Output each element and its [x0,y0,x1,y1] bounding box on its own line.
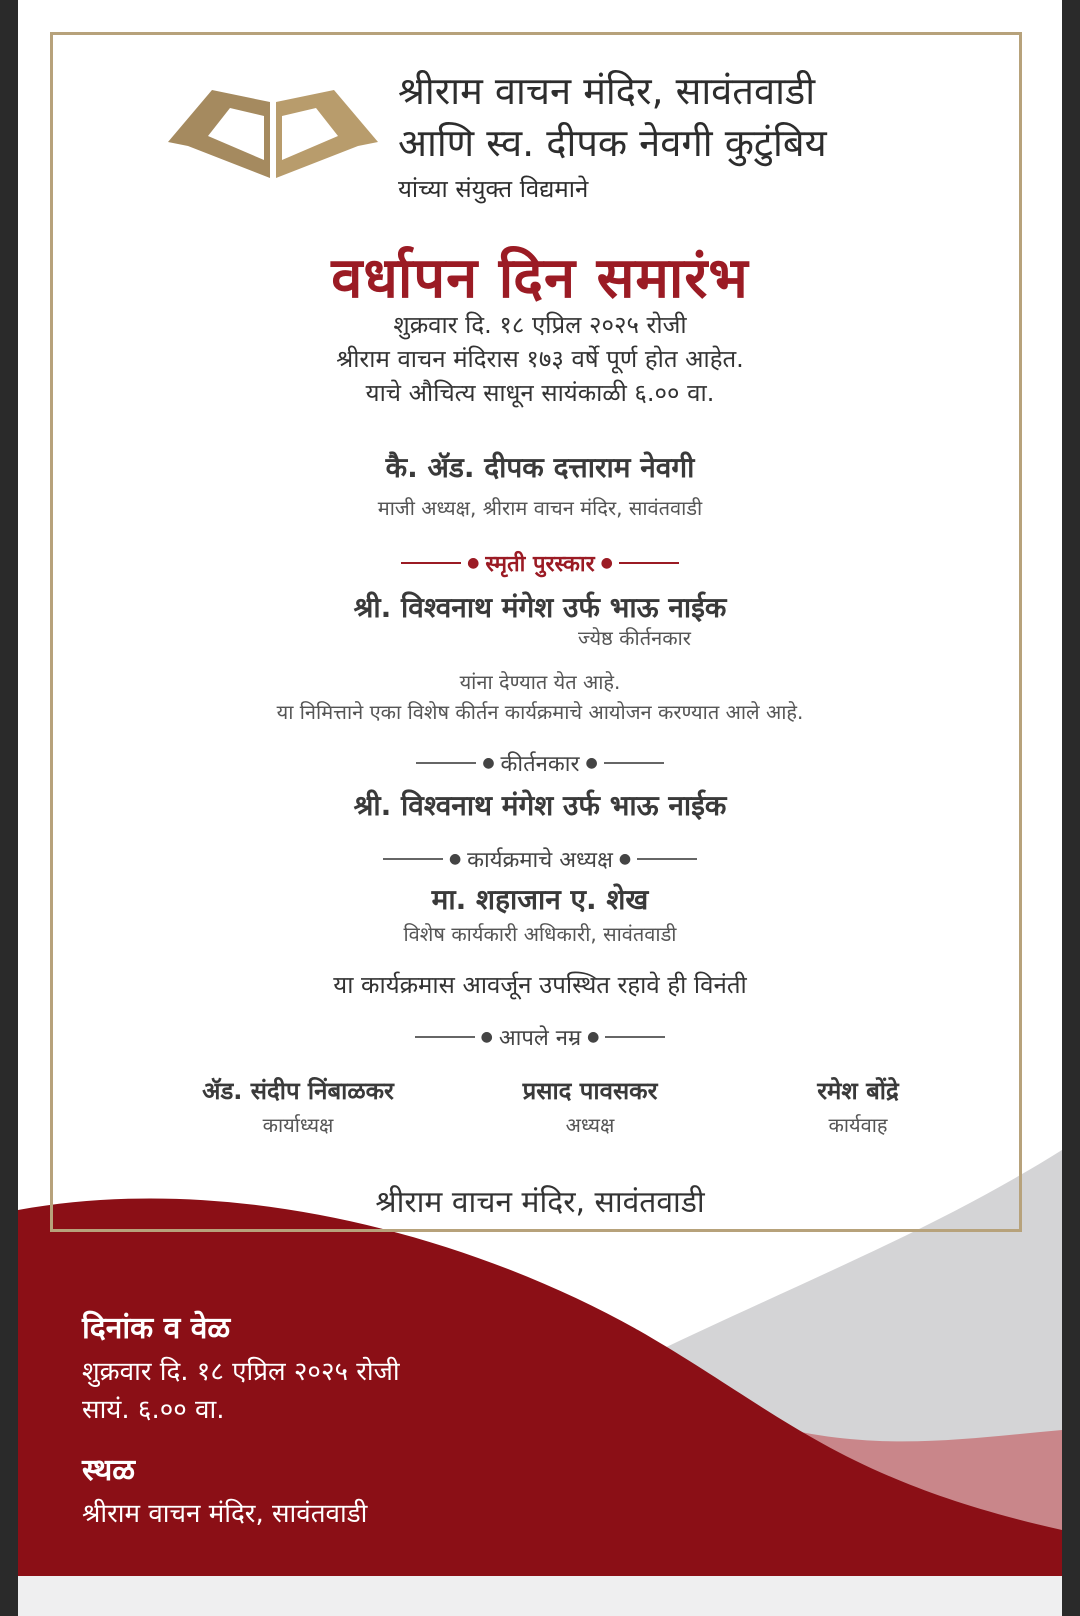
request-line: या कार्यक्रमास आवर्जून उपस्थित रहावे ही विनंती [333,971,747,999]
divider-line [619,562,679,564]
president-heading: कार्यक्रमाचे अध्यक्ष [467,848,613,873]
signatory-name: ॲड. संदीप निंबाळकर [202,1077,394,1105]
divider-dot: ● [587,1029,600,1045]
signatory-3 [728,1074,988,1138]
intro-line-2: श्रीराम वाचन मंदिरास १७३ वर्षे पूर्ण होत आहेत. [336,345,744,373]
memorial-name: कै. ॲड. दीपक दत्ताराम नेवगी [385,451,695,484]
award-heading: स्मृती पुरस्कार [485,552,595,577]
family-name-header: आणि स्व. दीपक नेवगी कुटुंबिय [398,121,827,165]
president-divider [18,844,1062,874]
signatory-role: अध्यक्ष [565,1113,615,1137]
invitation-card [18,0,1062,1616]
divider-dot: ● [482,755,495,771]
event-date: शुक्रवार दि. १८ एप्रिल २०२५ रोजी [82,1357,400,1387]
org-footer: श्रीराम वाचन मंदिर, सावंतवाडी [375,1185,705,1220]
divider-line [415,1036,475,1038]
org-name-header: श्रीराम वाचन मंदिर, सावंतवाडी [398,69,816,113]
divider-dot: ● [480,1029,493,1045]
divider-dot: ● [448,851,462,867]
intro-line-3: याचे औचित्य साधून सायंकाळी ६.०० वा. [365,379,715,407]
divider-dot: ● [600,555,613,571]
gold-frame [50,32,1022,1232]
divider-line [605,1036,665,1038]
divider-line [604,762,664,764]
yours-divider [18,1022,1062,1052]
divider-dot: ● [467,555,480,571]
divider-line [416,762,476,764]
open-book-icon [168,80,378,180]
memorial-desc: माजी अध्यक्ष, श्रीराम वाचन मंदिर, सावंतवाडी [377,496,703,520]
award-recipient-role: ज्येष्ठ कीर्तनकार [578,626,691,650]
divider-dot: ● [585,755,598,771]
event-venue: श्रीराम वाचन मंदिर, सावंतवाडी [82,1499,368,1529]
signatory-1 [168,1074,428,1138]
date-heading: दिनांक व वेळ [82,1311,231,1346]
award-line-2: या निमित्ताने एका विशेष कीर्तन कार्यक्रमाचे आयोजन करण्यात आले आहे. [276,700,804,724]
joint-auspices: यांच्या संयुक्त विद्यमाने [398,175,589,203]
kirtankar-divider [18,748,1062,778]
intro-line-1: शुक्रवार दि. १८ एप्रिल २०२५ रोजी [393,311,687,339]
president-name: मा. शहाजान ए. शेख [431,883,649,916]
divider-line [637,858,697,860]
event-title: वर्धापन दिन समारंभ [331,246,749,311]
signatory-name: रमेश बोंद्रे [817,1077,899,1105]
divider-line [401,562,461,564]
award-divider [18,548,1062,578]
signatory-2 [460,1074,720,1138]
signatory-role: कार्यवाह [828,1113,888,1137]
signatory-role: कार्याध्यक्ष [262,1113,334,1137]
kirtankar-name: श्री. विश्वनाथ मंगेश उर्फ भाऊ नाईक [353,789,727,822]
bottom-strip [18,1576,1062,1616]
divider-line [383,858,443,860]
award-line-1: यांना देण्यात येत आहे. [459,670,621,694]
president-role: विशेष कार्यकारी अधिकारी, सावंतवाडी [403,922,677,946]
signatory-name: प्रसाद पावसकर [522,1077,658,1105]
kirtankar-heading: कीर्तनकार [500,752,580,777]
venue-heading: स्थळ [82,1453,136,1488]
award-recipient: श्री. विश्वनाथ मंगेश उर्फ भाऊ नाईक [353,591,727,624]
divider-dot: ● [618,851,632,867]
event-time: सायं. ६.०० वा. [82,1395,225,1425]
yours-heading: आपले नम्र [498,1026,582,1051]
